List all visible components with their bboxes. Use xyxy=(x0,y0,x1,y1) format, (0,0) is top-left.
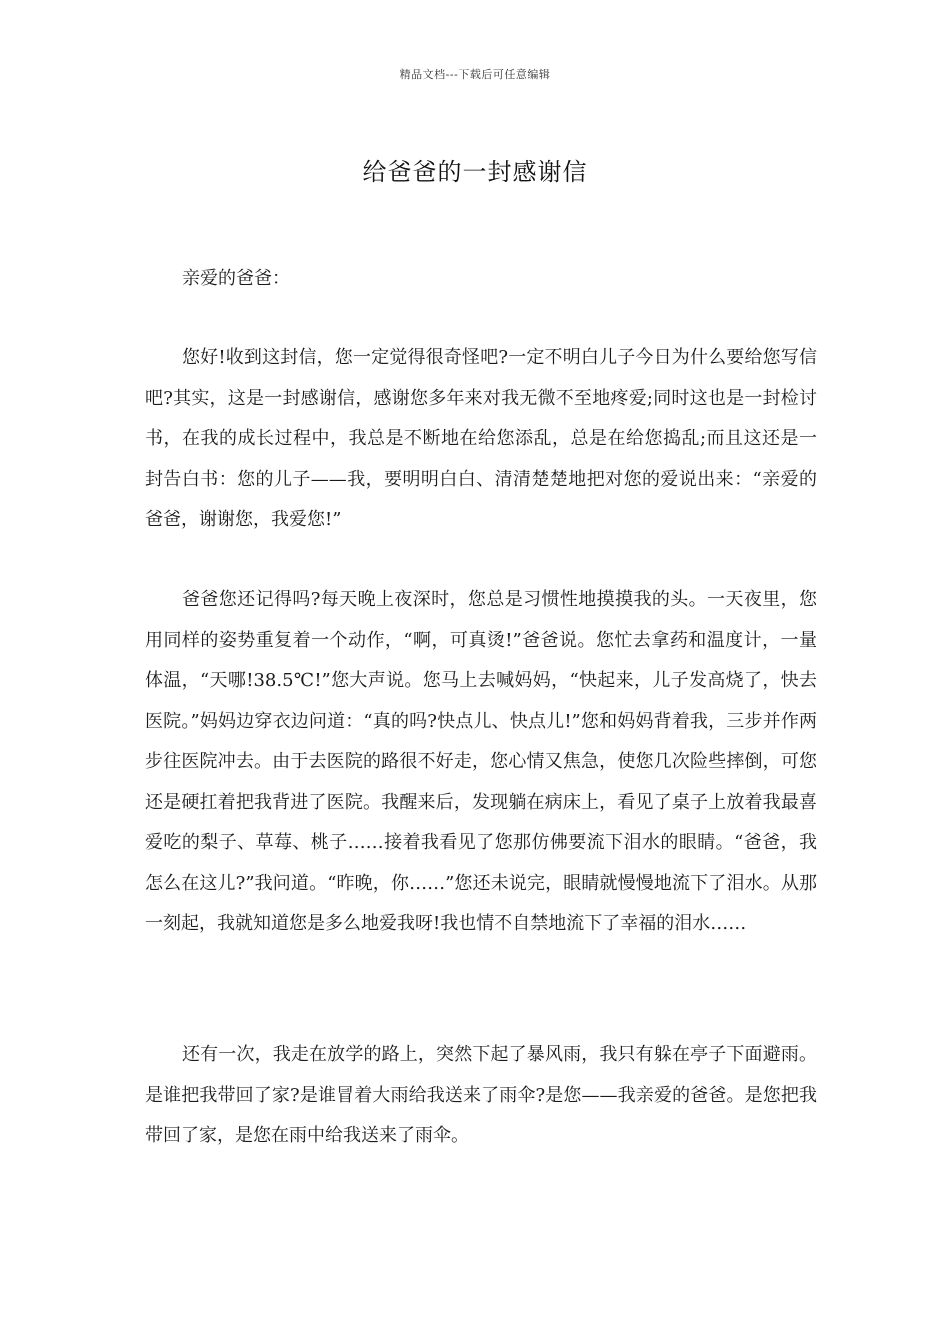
header-note: 精品文档---下载后可任意编辑 xyxy=(399,68,551,81)
paragraph-1: 您好!收到这封信，您一定觉得很奇怪吧?一定不明白儿子今日为什么要给您写信吧?其实，这是一封感谢信，感谢您多年来对我无微不至地疼爱;同时这也是一封检讨书，在我的成长过程中，我总是不断地在给您添乱，总是在给您捣乱;而且这还是一封告白书：您的儿子——我，要明明白白、清清楚楚地把对您的爱说出来：“亲爱的爸爸，谢谢您，我爱您!” xyxy=(145,347,817,530)
paragraph-3: 还有一次，我走在放学的路上，突然下起了暴风雨，我只有躲在亭子下面避雨。是谁把我带回了家?是谁冒着大雨给我送来了雨伞?是您——我亲爱的爸爸。是您把我带回了家，是您在雨中给我送来了雨伞。 xyxy=(145,1044,817,1146)
salutation: 亲爱的爸爸： xyxy=(182,268,290,289)
paragraph-2: 爸爸您还记得吗?每天晚上夜深时，您总是习惯性地摸摸我的头。一天夜里，您用同样的姿势重复着一个动作，“啊，可真烫!”爸爸说。您忙去拿药和温度计，一量体温，“天哪!38.5℃!”您大声说。您马上去喊妈妈，“快起来，儿子发高烧了，快去医院。”妈妈边穿衣边问道：“真的吗?快点儿、快点儿!”您和妈妈背着我，三步并作两步往医院冲去。由于去医院的路很不好走，您心情又焦急，使您几次险些摔倒，可您还是硬扛着把我背进了医院。我醒来后，发现躺在病床上，看见了桌子上放着我最喜爱吃的梨子、草莓、桃子……接着我看见了您那仿佛要流下泪水的眼睛。“爸爸，我怎么在这儿?”我问道。“昨晚，你……”您还未说完，眼睛就慢慢地流下了泪水。从那一刻起，我就知道您是多么地爱我呀!我也情不自禁地流下了幸福的泪水…… xyxy=(145,589,817,934)
document-title: 给爸爸的一封感谢信 xyxy=(362,158,588,187)
